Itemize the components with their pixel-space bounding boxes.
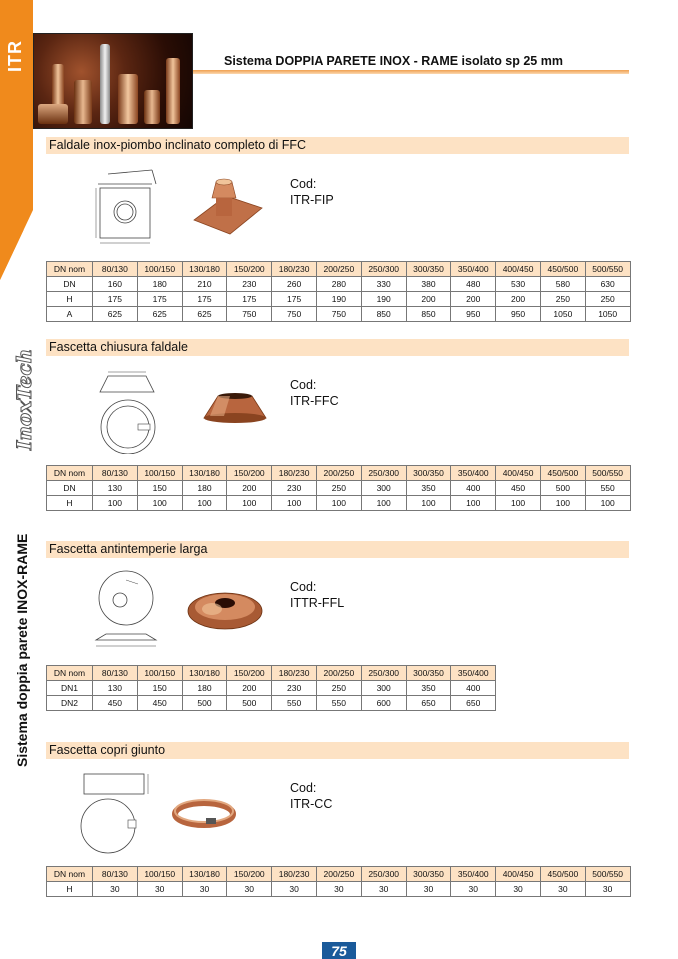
table-header-cell: DN nom: [47, 262, 93, 277]
header-photo: [33, 33, 193, 129]
table-cell: 100: [585, 496, 630, 511]
table-cell: 625: [93, 307, 138, 322]
table-cell: 210: [182, 277, 227, 292]
brand-logo: InoxTech: [12, 348, 36, 450]
table-cell: 100: [540, 496, 585, 511]
fascetta-ffl-technical-drawing: [90, 570, 162, 652]
table-header-cell: 300/350: [406, 466, 451, 481]
table-header-cell: 80/130: [93, 466, 138, 481]
table-cell: 175: [93, 292, 138, 307]
table-header-cell: 200/250: [316, 666, 361, 681]
table-cell: DN1: [47, 681, 93, 696]
table-cell: 100: [227, 496, 272, 511]
table-header-cell: 100/150: [137, 466, 182, 481]
table-cell: 300: [361, 681, 406, 696]
table-cell: H: [47, 292, 93, 307]
table-header-cell: 200/250: [316, 466, 361, 481]
faldale-technical-drawing: [88, 166, 168, 248]
fascetta-ffc-product-photo: [200, 390, 270, 426]
side-caption: Sistema doppia parete INOX-RAME: [14, 533, 30, 767]
table-cell: 30: [406, 882, 451, 897]
table-header-cell: 250/300: [361, 666, 406, 681]
table-header-cell: 450/500: [540, 466, 585, 481]
table-cell: 200: [406, 292, 451, 307]
table-row: [47, 277, 631, 292]
table-cell: 850: [406, 307, 451, 322]
table-cell: 350: [406, 481, 451, 496]
table-cell: 750: [272, 307, 317, 322]
table-cell: 180: [182, 681, 227, 696]
table-cell: 175: [137, 292, 182, 307]
cod-label: Cod:: [290, 580, 317, 594]
table-header-cell: 450/500: [540, 867, 585, 882]
table-header-cell: 180/230: [272, 466, 317, 481]
table-header-cell: DN nom: [47, 666, 93, 681]
table-cell: 380: [406, 277, 451, 292]
table-row: [47, 681, 496, 696]
table-cell: 750: [316, 307, 361, 322]
table-header-row: [47, 867, 631, 882]
table-cell: 100: [406, 496, 451, 511]
fascetta-ffl-product-photo: [186, 585, 264, 631]
table-cell: 330: [361, 277, 406, 292]
table-cell: 630: [585, 277, 630, 292]
table-cell: 450: [496, 481, 541, 496]
table-header-row: [47, 466, 631, 481]
table-cell: 530: [496, 277, 541, 292]
table-cell: 450: [137, 696, 182, 711]
table-cell: 130: [93, 481, 138, 496]
table-cell: 550: [272, 696, 317, 711]
table-cell: 100: [137, 496, 182, 511]
cod-value: ITR-FIP: [290, 193, 334, 207]
faldale-product-photo: [190, 178, 266, 238]
section-tag: ITR: [5, 40, 25, 72]
section-title-cc: Fascetta copri giunto: [46, 742, 629, 759]
cod-value: ITR-FFC: [290, 394, 339, 408]
table-cell: 100: [451, 496, 496, 511]
table-cell: 450: [93, 696, 138, 711]
table-cell: H: [47, 882, 93, 897]
table-cell: 260: [272, 277, 317, 292]
fascetta-cc-technical-drawing: [80, 770, 160, 856]
table-header-cell: 400/450: [496, 262, 541, 277]
table-cell: 190: [316, 292, 361, 307]
table-cell: 230: [272, 481, 317, 496]
table-cell: 100: [272, 496, 317, 511]
table-cell: 230: [227, 277, 272, 292]
table-row: [47, 496, 631, 511]
table-header-cell: 350/400: [451, 466, 496, 481]
table-cell: 625: [137, 307, 182, 322]
table-header-cell: 130/180: [182, 466, 227, 481]
table-header-cell: 150/200: [227, 262, 272, 277]
table-header-cell: 100/150: [137, 666, 182, 681]
table-cell: 550: [585, 481, 630, 496]
table-cell: 30: [361, 882, 406, 897]
table-cell: 200: [227, 481, 272, 496]
table-header-cell: 80/130: [93, 867, 138, 882]
table-cell: 175: [272, 292, 317, 307]
cod-value: ITR-CC: [290, 797, 333, 811]
table-cell: DN: [47, 481, 93, 496]
header-rule: [193, 70, 629, 74]
table-header-cell: 150/200: [227, 466, 272, 481]
table-row: [47, 292, 631, 307]
table-cell: 100: [496, 496, 541, 511]
spec-table-cc: [46, 866, 631, 897]
table-header-cell: 150/200: [227, 867, 272, 882]
table-cell: 30: [272, 882, 317, 897]
table-cell: 550: [316, 696, 361, 711]
table-cell: 30: [540, 882, 585, 897]
cod-label: Cod:: [290, 177, 317, 191]
spec-table-ffc: [46, 465, 631, 511]
section-title-ffc: Fascetta chiusura faldale: [46, 339, 629, 356]
table-cell: 950: [496, 307, 541, 322]
table-header-cell: 300/350: [406, 867, 451, 882]
table-header-cell: 250/300: [361, 466, 406, 481]
table-cell: DN: [47, 277, 93, 292]
table-header-cell: 130/180: [182, 262, 227, 277]
table-cell: A: [47, 307, 93, 322]
table-cell: 500: [182, 696, 227, 711]
table-cell: 480: [451, 277, 496, 292]
spec-table-ffl: [46, 665, 496, 711]
table-cell: 230: [272, 681, 317, 696]
table-cell: H: [47, 496, 93, 511]
table-header-cell: 180/230: [272, 867, 317, 882]
table-header-cell: 350/400: [451, 666, 496, 681]
table-cell: 30: [227, 882, 272, 897]
table-header-cell: 180/230: [272, 262, 317, 277]
table-header-cell: 80/130: [93, 262, 138, 277]
table-header-cell: 150/200: [227, 666, 272, 681]
table-cell: 180: [137, 277, 182, 292]
table-header-cell: 500/550: [585, 867, 630, 882]
cod-value: ITTR-FFL: [290, 596, 345, 610]
table-cell: 30: [451, 882, 496, 897]
table-cell: 250: [316, 481, 361, 496]
table-cell: 30: [93, 882, 138, 897]
table-cell: 150: [137, 681, 182, 696]
table-cell: DN2: [47, 696, 93, 711]
table-cell: 650: [406, 696, 451, 711]
table-cell: 30: [182, 882, 227, 897]
table-header-cell: DN nom: [47, 867, 93, 882]
table-cell: 30: [585, 882, 630, 897]
table-header-cell: 500/550: [585, 262, 630, 277]
product-code-ffc: [290, 377, 339, 409]
page-title: Sistema DOPPIA PARETE INOX - RAME isolato sp 25 mm: [224, 54, 563, 68]
table-header-cell: DN nom: [47, 466, 93, 481]
product-code-ffl: [290, 579, 344, 611]
table-cell: 30: [316, 882, 361, 897]
table-cell: 100: [316, 496, 361, 511]
section-title-ffl: Fascetta antintemperie larga: [46, 541, 629, 558]
table-cell: 650: [451, 696, 496, 711]
fascetta-cc-product-photo: [172, 794, 236, 828]
table-cell: 1050: [585, 307, 630, 322]
table-cell: 750: [227, 307, 272, 322]
table-cell: 400: [451, 681, 496, 696]
table-row: [47, 307, 631, 322]
table-header-cell: 100/150: [137, 262, 182, 277]
product-code-cc: [290, 780, 332, 812]
table-cell: 1050: [540, 307, 585, 322]
table-cell: 100: [182, 496, 227, 511]
table-header-cell: 400/450: [496, 466, 541, 481]
table-header-cell: 350/400: [451, 867, 496, 882]
table-cell: 950: [451, 307, 496, 322]
table-cell: 500: [540, 481, 585, 496]
table-header-cell: 300/350: [406, 262, 451, 277]
table-cell: 250: [540, 292, 585, 307]
fascetta-ffc-technical-drawing: [92, 368, 162, 454]
table-cell: 175: [182, 292, 227, 307]
table-cell: 200: [451, 292, 496, 307]
table-header-cell: 300/350: [406, 666, 451, 681]
table-cell: 160: [93, 277, 138, 292]
table-header-cell: 80/130: [93, 666, 138, 681]
table-cell: 30: [137, 882, 182, 897]
table-row: [47, 696, 496, 711]
table-header-cell: 250/300: [361, 867, 406, 882]
table-header-cell: 450/500: [540, 262, 585, 277]
table-header-row: [47, 666, 496, 681]
cod-label: Cod:: [290, 378, 317, 392]
table-cell: 625: [182, 307, 227, 322]
product-code-fip: [290, 176, 334, 208]
table-cell: 300: [361, 481, 406, 496]
table-cell: 850: [361, 307, 406, 322]
table-cell: 600: [361, 696, 406, 711]
table-cell: 180: [182, 481, 227, 496]
table-header-cell: 130/180: [182, 666, 227, 681]
table-cell: 200: [227, 681, 272, 696]
table-header-cell: 180/230: [272, 666, 317, 681]
table-header-cell: 350/400: [451, 262, 496, 277]
table-cell: 400: [451, 481, 496, 496]
table-cell: 350: [406, 681, 451, 696]
table-cell: 150: [137, 481, 182, 496]
table-cell: 100: [93, 496, 138, 511]
table-row: [47, 481, 631, 496]
table-cell: 130: [93, 681, 138, 696]
table-header-cell: 100/150: [137, 867, 182, 882]
table-cell: 200: [496, 292, 541, 307]
table-header-cell: 250/300: [361, 262, 406, 277]
table-cell: 175: [227, 292, 272, 307]
page-number: 75: [322, 942, 356, 959]
table-cell: 280: [316, 277, 361, 292]
table-row: [47, 882, 631, 897]
table-header-cell: 130/180: [182, 867, 227, 882]
spec-table-fip: [46, 261, 631, 322]
table-header-cell: 200/250: [316, 262, 361, 277]
section-title-fip: Faldale inox-piombo inclinato completo di FFC: [46, 137, 629, 154]
table-header-row: [47, 262, 631, 277]
table-cell: 500: [227, 696, 272, 711]
table-cell: 580: [540, 277, 585, 292]
table-cell: 250: [585, 292, 630, 307]
table-header-cell: 500/550: [585, 466, 630, 481]
table-cell: 100: [361, 496, 406, 511]
cod-label: Cod:: [290, 781, 317, 795]
table-header-cell: 400/450: [496, 867, 541, 882]
table-header-cell: 200/250: [316, 867, 361, 882]
table-cell: 190: [361, 292, 406, 307]
table-cell: 250: [316, 681, 361, 696]
table-cell: 30: [496, 882, 541, 897]
